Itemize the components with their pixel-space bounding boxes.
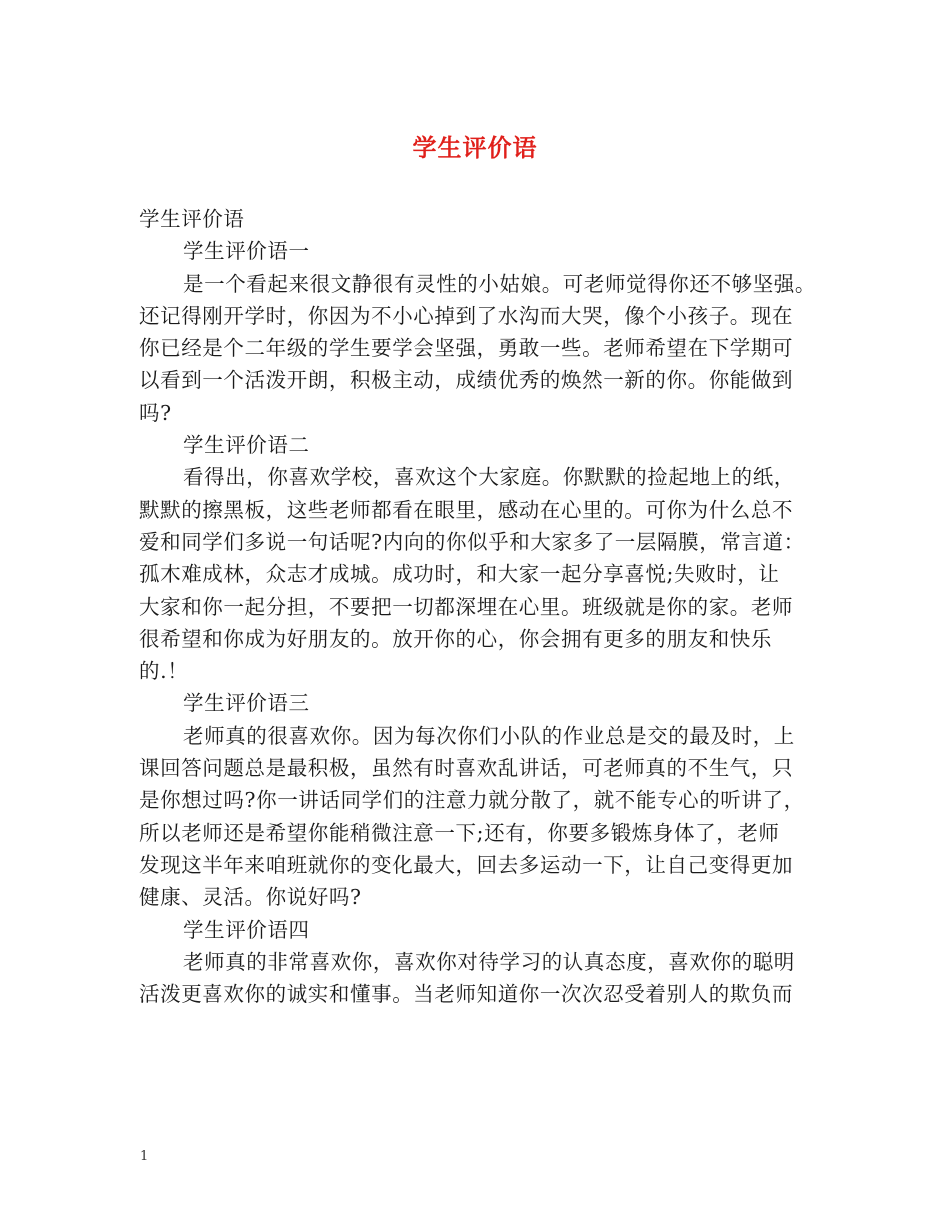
text-line: 健康、灵活。你说好吗?: [139, 885, 362, 910]
text-line: 学生评价语: [139, 207, 245, 231]
document-body: [139, 203, 829, 1010]
text-line: 还记得刚开学时，你因为不小心掉到了水沟而大哭，像个小孩子。现在: [139, 303, 794, 328]
text-line: 学生评价语四: [183, 917, 310, 942]
text-line: 大家和你一起分担，不要把一切都深埋在心里。班级就是你的家。老师: [139, 594, 794, 619]
text-line: 是你想过吗?你一讲话同学们的注意力就分散了，就不能专心的听讲了，: [139, 788, 805, 813]
text-line: 很希望和你成为好朋友的。放开你的心，你会拥有更多的朋友和快乐: [139, 626, 772, 651]
text-line: 看得出，你喜欢学校，喜欢这个大家庭。你默默的捡起地上的纸，: [183, 465, 795, 490]
text-line: 孤木难成林，众志才成城。成功时，和大家一起分享喜悦;失败时，让: [139, 562, 780, 587]
text-line: 老师真的很喜欢你。因为每次你们小队的作业总是交的最及时，上: [183, 723, 795, 748]
document-title: 学生评价语: [412, 133, 538, 162]
text-line: 爱和同学们多说一句话呢?内向的你似乎和大家多了一层隔膜，常言道：: [139, 529, 805, 554]
text-line: 所以老师还是希望你能稍微注意一下;还有，你要多锻炼身体了，老师: [139, 820, 780, 845]
text-line: 学生评价语三: [183, 691, 310, 716]
text-line: 是一个看起来很文静很有灵性的小姑娘。可老师觉得你还不够坚强。: [183, 271, 816, 296]
text-line: 你已经是个二年级的学生要学会坚强，勇敢一些。老师希望在下学期可: [139, 336, 794, 361]
page-number: 1: [140, 1149, 149, 1164]
text-line: 默默的擦黑板，这些老师都看在眼里，感动在心里的。可你为什么总不: [139, 497, 794, 522]
text-line: 课回答问题总是最积极，虽然有时喜欢乱讲话，可老师真的不生气，只: [139, 756, 794, 781]
text-line: 学生评价语二: [183, 433, 310, 458]
text-line: 的.！: [139, 659, 189, 684]
text-line: 吗?: [139, 400, 172, 425]
text-line: 老师真的非常喜欢你，喜欢你对待学习的认真态度，喜欢你的聪明: [183, 949, 795, 974]
text-line: 以看到一个活泼开朗，积极主动，成绩优秀的焕然一新的你。你能做到: [139, 368, 794, 393]
text-line: 发现这半年来咱班就你的变化最大，回去多运动一下，让自己变得更加: [139, 852, 794, 877]
text-line: 活泼更喜欢你的诚实和懂事。当老师知道你一次次忍受着别人的欺负而: [139, 982, 794, 1007]
text-line: 学生评价语一: [183, 239, 310, 264]
